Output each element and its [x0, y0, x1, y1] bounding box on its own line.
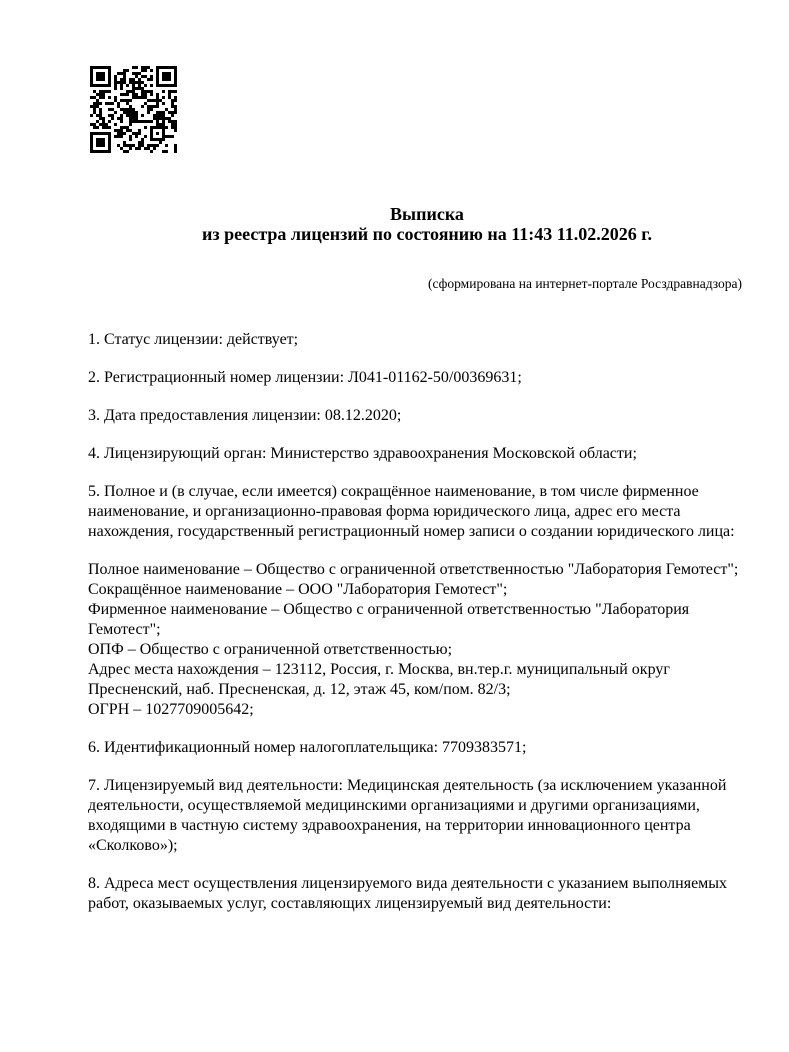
license-item-3-grant-date	[88, 406, 784, 426]
organization-details	[88, 560, 784, 720]
text-line: Пресненский, наб. Пресненская, д. 12, этаж 45, ком/пом. 82/3;	[88, 681, 511, 698]
qr-code-icon	[90, 66, 177, 153]
document-title	[88, 204, 766, 244]
text-line: 4. Лицензирующий орган: Министерство здравоохранения Московской области;	[88, 445, 637, 462]
text-line: 5. Полное и (в случае, если имеется) сокращённое наименование, в том числе фирменное	[88, 483, 699, 500]
title-line-1: Выписка	[390, 204, 464, 224]
text-line: 6. Идентификационный номер налогоплательщика: 7709383571;	[88, 739, 527, 756]
text-line: наименование, и организационно-правовая форма юридического лица, адрес его места	[88, 503, 681, 520]
text-line: 3. Дата предоставления лицензии: 08.12.2020;	[88, 407, 402, 424]
text-line: 7. Лицензируемый вид деятельности: Медицинская деятельность (за исключением указанной	[88, 777, 727, 794]
text-line: Адрес места нахождения – 123112, Россия, г. Москва, вн.тер.г. муниципальный округ	[88, 661, 670, 678]
text-line: Фирменное наименование – Общество с ограниченной ответственностью "Лаборатория	[88, 601, 690, 618]
license-item-5-org-name-heading	[88, 482, 784, 542]
text-line: «Сколково»);	[88, 837, 178, 854]
text-line: входящими в частную систему здравоохранения, на территории инновационного центра	[88, 817, 691, 834]
document-body	[88, 330, 784, 914]
text-line: 8. Адреса мест осуществления лицензируемого вида деятельности с указанием выполняемых	[88, 875, 728, 892]
text-line: нахождения, государственный регистрационный номер записи о создании юридического лица:	[88, 523, 735, 540]
license-item-7-activity-type	[88, 776, 784, 856]
title-line-2: из реестра лицензий по состоянию на 11:43 11.02.2026 г.	[202, 224, 652, 244]
text-line: 2. Регистрационный номер лицензии: Л041-01162-50/00369631;	[88, 369, 522, 386]
text-line: ОГРН – 1027709005642;	[88, 701, 254, 718]
text-line: ОПФ – Общество с ограниченной ответственностью;	[88, 641, 453, 658]
license-item-6-inn	[88, 738, 784, 758]
text-line: Гемотест";	[88, 621, 161, 638]
document-subtitle: (сформирована на интернет-портале Росздравнадзора)	[427, 276, 742, 291]
text-line: деятельности, осуществляемой медицинскими организациями и другими организациями,	[88, 797, 700, 814]
text-line: Сокращённое наименование – ООО "Лаборатория Гемотест";	[88, 581, 508, 598]
license-item-8-addresses-heading	[88, 874, 784, 914]
text-line: Полное наименование – Общество с ограниченной ответственностью "Лаборатория Гемотест";	[88, 561, 739, 578]
text-line: работ, оказываемых услуг, составляющих лицензируемый вид деятельности:	[88, 895, 612, 912]
license-item-4-licensing-authority	[88, 444, 784, 464]
text-line: 1. Статус лицензии: действует;	[88, 331, 299, 348]
license-item-2-reg-number	[88, 368, 784, 388]
license-item-1-status	[88, 330, 784, 350]
